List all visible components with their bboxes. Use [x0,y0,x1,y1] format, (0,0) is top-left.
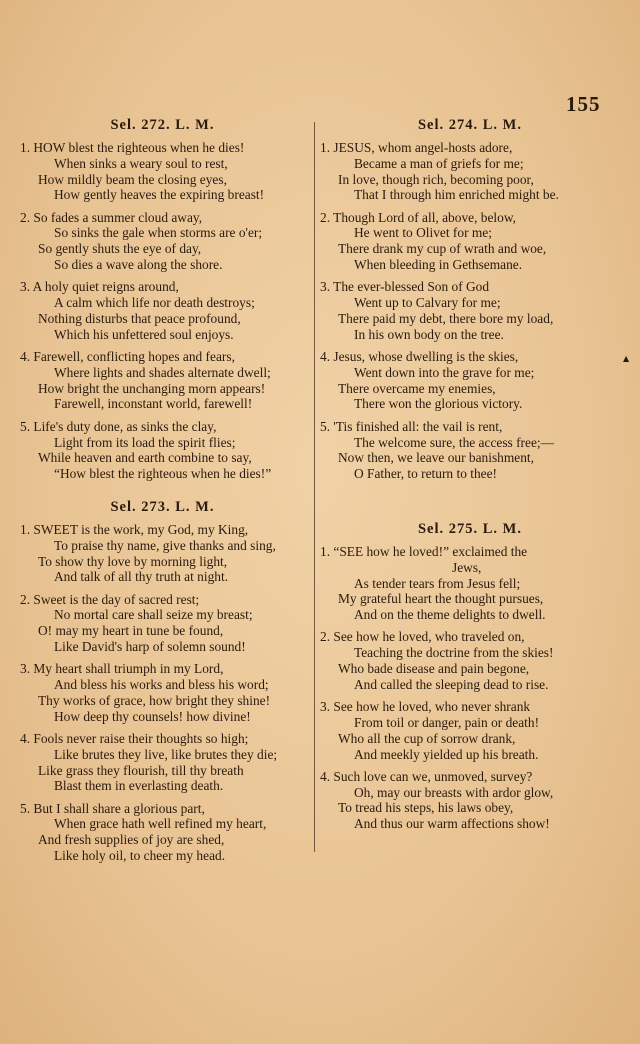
verse-line: 4. Fools never raise their thoughts so high; [20,731,249,746]
verse-line: When bleeding in Gethsemane. [354,257,523,273]
verse-line: And thus our warm affections show! [354,816,550,832]
verse-line: To tread his steps, his laws obey, [338,800,514,816]
verse-line: No mortal care shall seize my breast; [54,607,253,623]
verse-line: There overcame my enemies, [338,380,496,396]
verse-line: While heaven and earth combine to say, [38,450,252,466]
verse-line: He went to Olivet for me; [354,225,492,241]
verse-line: And talk of all thy truth at night. [54,569,229,585]
verse-line: 5. 'Tis finished all: the vail is rent, [320,418,503,434]
verse-line: 1. SWEET is the work, my God, my King, [20,521,249,537]
hymn [320,522,620,832]
verse-line: How bright the unchanging morn appears! [38,380,266,396]
verse-line: Oh, may our breasts with ardor glow, [354,784,554,800]
verse-line: Went up to Calvary for me; [354,295,501,311]
verse-line: In love, though rich, becoming poor, [338,171,534,187]
verse-line: 4. Such love can we, unmoved, survey? [320,768,533,784]
stanza [20,661,305,724]
margin-mark: ▲ [623,354,630,363]
verse-line: The welcome sure, the access free;— [354,434,555,450]
selection-heading: Sel. 275. L. M. [417,520,522,537]
stanza [320,210,620,273]
verse-line: Teaching the doctrine from the skies! [354,645,554,661]
verse-line: 2. Though Lord of all, above, below, [320,209,516,225]
verse-line: Blast them in everlasting death. [54,778,224,794]
verse-line: 3. My heart shall triumph in my Lord, [20,661,224,677]
stanza [20,140,305,203]
verse-line: And meekly yielded up his breath. [354,746,539,762]
verse-line: From toil or danger, pain or death! [354,714,540,730]
column-divider [314,122,315,852]
verse-line: Like brutes they live, like brutes they die; [54,746,278,762]
stanza [320,349,620,412]
column-right [320,118,620,850]
verse-line: Which his unfettered soul enjoys. [54,326,234,342]
verse-line: Who bade disease and pain begone, [338,661,530,677]
verse-line: That I through him enriched might be. [354,187,559,203]
verse-line: Now then, we leave our banishment, [338,450,534,466]
verse-line: Like grass they flourish, till thy breath [38,762,244,778]
stanza [320,544,620,623]
verse-line: My grateful heart the thought pursues, [338,591,544,607]
verse-line: And bless his works and bless his word; [54,677,269,693]
verse-line: As tender tears from Jesus fell; [354,575,521,591]
selection-heading: Sel. 273. L. M. [110,498,215,515]
verse-line: To show thy love by morning light, [38,553,228,569]
verse-line: Like holy oil, to cheer my head. [54,848,226,864]
verse-line: 2. See how he loved, who traveled on, [320,629,525,645]
hymn [320,118,620,482]
verse-line: And called the sleeping dead to rise. [354,676,549,692]
verse-line: 4. Farewell, conflicting hopes and fears, [20,349,235,365]
verse-line: 1. JESUS, whom angel-hosts adore, [320,140,513,155]
verse-line: And fresh supplies of joy are shed, [38,832,225,848]
verse-line: There won the glorious victory. [354,396,523,412]
verse-line: Thy works of grace, how bright they shine! [38,692,271,708]
verse-line: There drank my cup of wrath and woe, [338,241,547,257]
stanza [20,801,305,864]
verse-line: 4. Jesus, whose dwelling is the skies, [320,349,519,365]
verse-line: Light from its load the spirit flies; [54,434,236,450]
stanza [20,592,305,655]
stanza [20,349,305,412]
stanza [20,210,305,273]
hymn [20,500,305,864]
verse-line: To praise thy name, give thanks and sing, [54,537,276,553]
verse-line: Nothing disturbs that peace profound, [38,310,241,326]
verse-line: Went down into the grave for me; [354,364,535,380]
stanza [320,699,620,762]
column-left [20,118,305,882]
verse-line: 1. “SEE how he loved!” exclaimed the [320,543,528,559]
stanza [320,629,620,692]
verse-line: “How blest the righteous when he dies!” [54,466,272,482]
verse-line: When sinks a weary soul to rest, [54,155,228,171]
verse-line: 2. So fades a summer cloud away, [20,209,203,225]
stanza [320,769,620,832]
stanza [20,279,305,342]
stanza [320,279,620,342]
hymn [20,118,305,482]
verse-line: O! may my heart in tune be found, [38,623,224,639]
verse-line: 3. A holy quiet reigns around, [20,279,179,295]
verse-line: 3. See how he loved, who never shrank [320,699,531,715]
verse-line: Farewell, inconstant world, farewell! [54,396,253,412]
stanza [20,522,305,585]
verse-line: 3. The ever-blessed Son of God [320,279,490,295]
page-number: 155 [566,92,601,116]
verse-line: When grace hath well refined my heart, [54,816,267,832]
verse-line: So dies a wave along the shore. [54,257,223,273]
verse-line: And on the theme delights to dwell. [354,607,546,623]
stanza [320,140,620,203]
verse-line: 2. Sweet is the day of sacred rest; [20,591,200,607]
verse-line: Became a man of griefs for me; [354,155,524,171]
verse-line: Like David's harp of solemn sound! [54,639,246,655]
verse-line: Jews, [452,559,482,575]
verse-line: O Father, to return to thee! [354,466,497,482]
selection-heading: Sel. 272. L. M. [110,117,215,133]
verse-line: Who all the cup of sorrow drank, [338,730,516,746]
verse-line: 1. HOW blest the righteous when he dies! [20,140,245,155]
selection-heading: Sel. 274. L. M. [417,117,522,133]
stanza [20,419,305,482]
verse-line: In his own body on the tree. [354,326,504,342]
verse-line: So sinks the gale when storms are o'er; [54,225,263,241]
stanza [320,419,620,482]
stanza [20,731,305,794]
verse-line: How deep thy counsels! how divine! [54,708,251,724]
verse-line: A calm which life nor death destroys; [54,295,255,311]
verse-line: There paid my debt, there bore my load, [338,310,554,326]
verse-line: 5. Life's duty done, as sinks the clay, [20,418,217,434]
verse-line: How mildly beam the closing eyes, [38,171,227,187]
verse-line: How gently heaves the expiring breast! [54,187,265,203]
verse-line: So gently shuts the eye of day, [38,241,202,257]
verse-line: Where lights and shades alternate dwell; [54,364,271,380]
verse-line: 5. But I shall share a glorious part, [20,800,205,816]
